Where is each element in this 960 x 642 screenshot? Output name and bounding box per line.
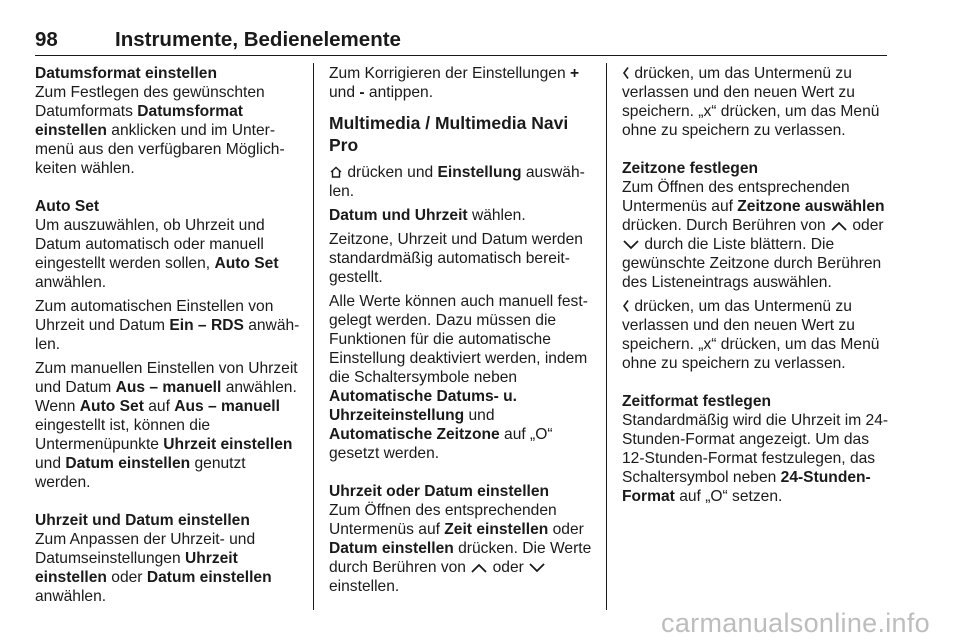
paragraph-datum-uhrzeit: Datum und Uhrzeit wählen. xyxy=(329,207,526,224)
chevron-up-icon xyxy=(470,562,488,574)
page-number: 98 xyxy=(35,28,58,51)
watermark: carmanualsonline.info xyxy=(661,608,930,638)
column-middle xyxy=(329,64,599,601)
heading-uhrzeit-datum: Uhrzeit und Datum einstellen xyxy=(35,512,250,529)
paragraph-korrigieren: Zum Korrigieren der Einstellungen + und - antippen. xyxy=(329,65,580,101)
paragraph-back-save: drücken, um das Untermenü zu verlassen und den neuen Wert zu speichern. „x“ drücken, um das Menü ohne zu speichern zu verlassen. xyxy=(622,65,880,139)
column-right xyxy=(622,64,890,511)
home-icon xyxy=(329,165,343,179)
chevron-left-icon xyxy=(622,299,630,313)
paragraph-home: drücken und Einstellung auswählen. xyxy=(329,164,585,200)
header-rule xyxy=(35,55,887,56)
page-header xyxy=(35,28,887,52)
paragraph-zeitzone-standard: Zeitzone, Uhrzeit und Datum werden standardmäßig automatisch bereitgestellt. xyxy=(329,231,583,286)
paragraph-automatic: Zum automatischen Einstellen von Uhrzeit und Datum Ein – RDS anwählen. xyxy=(35,298,300,353)
column-divider-1 xyxy=(313,63,314,610)
paragraph-uhrzeit-datum: Zum Anpassen der Uhrzeit- und Datumseinstellungen Uhrzeit einstellen oder Datum einstellen anwählen. xyxy=(35,531,272,605)
chevron-down-icon xyxy=(622,239,640,251)
chevron-up-icon xyxy=(830,220,848,232)
column-divider-2 xyxy=(606,63,607,610)
heading-auto-set: Auto Set xyxy=(35,198,100,215)
paragraph-datumsformat: Zum Festlegen des gewünschten Datumformats Datumsformat einstellen anklicken und im Untermenü aus den verfügbaren Möglichkeiten wählen. xyxy=(35,84,285,177)
paragraph-zeitformat: Standardmäßig wird die Uhrzeit im 24-Stunden-Format angezeigt. Um das 12-Stunden-Format festzulegen, das Schaltersymbol neben 24-Stunden-Format auf „O“ setzen. xyxy=(622,412,889,505)
paragraph-manuell-festlegen: Alle Werte können auch manuell festgelegt werden. Dazu müssen die Funktionen für die automatische Einstellung deaktiviert werden, indem die Schaltersymbole neben Automatische Datums- u. Uhrzeiteinstellung und Automatische Zeitzone auf „O“ gesetzt werden. xyxy=(329,293,588,462)
chevron-down-icon xyxy=(528,562,546,574)
heading-uhrzeit-oder-datum: Uhrzeit oder Datum einstellen xyxy=(329,483,550,500)
heading-datumsformat: Datumsformat einstellen xyxy=(35,65,217,82)
section-heading-multimedia: Multimedia / Multimedia Navi Pro xyxy=(329,113,569,155)
page-title: Instrumente, Bedienelemente xyxy=(115,28,401,51)
heading-zeitformat: Zeitformat festlegen xyxy=(622,393,772,410)
heading-zeitzone: Zeitzone festlegen xyxy=(622,160,759,177)
paragraph-auto-set: Um auszuwählen, ob Uhrzeit und Datum automatisch oder manuell eingestellt werden sollen, Auto Set anwählen. xyxy=(35,217,279,291)
paragraph-uhrzeit-oder-datum: Zum Öffnen des entsprechenden Untermenüs auf Zeit einstellen oder Datum einstellen drücken. Die Werte durch Berühren von oder einstellen. xyxy=(329,502,592,595)
column-left xyxy=(35,64,305,611)
paragraph-manual: Zum manuellen Einstellen von Uhrzeit und Datum Aus – manuell anwählen. Wenn Auto Set auf Aus – manuell eingestellt ist, können die Untermenüpunkte Uhrzeit einstellen und Datum einstellen genutzt werden. xyxy=(35,360,298,491)
paragraph-back-save-2: drücken, um das Untermenü zu verlassen und den neuen Wert zu speichern. „x“ drücken, um das Menü ohne zu speichern zu verlassen. xyxy=(622,298,880,372)
paragraph-zeitzone: Zum Öffnen des entsprechenden Untermenüs auf Zeitzone auswählen drücken. Durch Berühren von oder durch die Liste blättern. Die gewünschte Zeitzone durch Berühren des Listeneintrags auswählen. xyxy=(622,179,885,291)
chevron-left-icon xyxy=(622,66,630,80)
